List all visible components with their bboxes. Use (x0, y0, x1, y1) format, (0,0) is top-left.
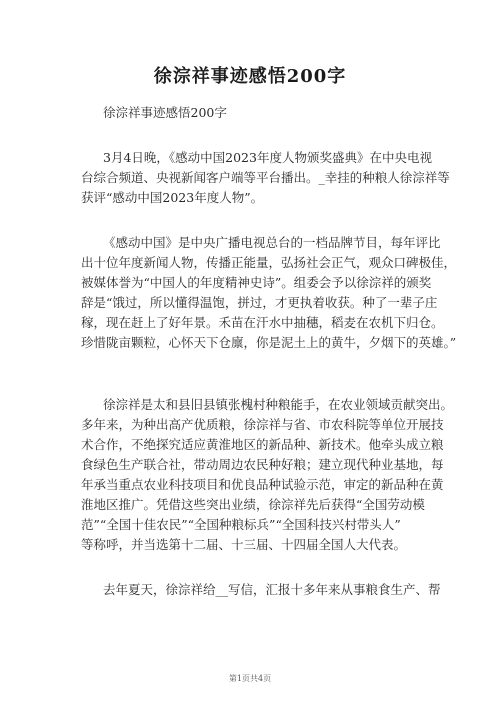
paragraph-2-line-6: 珍惜陇亩颗粒，心怀天下仓廪，你是泥土上的黄牛，夕烟下的英雄。” (81, 335, 457, 350)
page-footer: 第1页共4页 (228, 674, 272, 683)
paragraph-2-line-2: 出十位年度新闻人物，传播正能量，弘扬社会正气，观众口碑极佳， (81, 255, 457, 270)
paragraph-3-line-3: 术合作，不绝探究适应黄淮地区的新品种、新技术。他牵头成立粮 (81, 437, 444, 452)
paragraph-2-line-1: 《感动中国》是中央广播电视总台的一档品牌节目，每年评比 (103, 235, 441, 250)
paragraph-3-line-5: 年承当重点农业科技项目和优良品种试验示范，审定的新品种在黄 (81, 477, 444, 492)
paragraph-3-line-7: 范”“全国十佳农民”“全国种粮标兵”“全国科技兴村带头人” (81, 517, 401, 532)
paragraph-2-line-5: 稼，现在赶上了好年景。禾苗在汗水中抽穗，稻麦在农机下归仓。 (81, 315, 444, 330)
paragraph-3-line-6: 淮地区推广。凭借这些突出业绩，徐淙祥先后获得“全国劳动模 (81, 497, 425, 512)
paragraph-3-line-8: 等称呼，并当选第十二届、十三届、十四届全国人大代表。 (81, 537, 407, 552)
paragraph-2-line-4: 辞是“饿过，所以懂得温饱，拼过，才更执着收获。种了一辈子庄 (81, 295, 438, 310)
paragraph-3-line-4: 食绿色生产联合社，带动周边农民种好粮；建立现代种业基地，每 (81, 457, 444, 472)
paragraph-1-line-2: 台综合频道、央视新闻客户端等平台播出。_幸挂的种粮人徐淙祥等 (81, 170, 450, 185)
document-title: 徐淙祥事迹感悟200字 (153, 66, 347, 87)
paragraph-2-line-3: 被媒体誉为“中国人的年度精神史诗”。组委会予以徐淙祥的颁奖 (81, 275, 432, 290)
paragraph-1-line-3: 获评“感动中国2023年度人物”。 (81, 190, 264, 205)
document-subtitle: 徐淙祥事迹感悟200字 (103, 105, 227, 120)
paragraph-1-line-1: 3月4日晚，《感动中国2023年度人物颁奖盛典》在中央电视 (103, 150, 432, 165)
paragraph-3-line-1: 徐淙祥是太和县旧县镇张槐村种粮能手，在农业领域贡献突出。 (103, 397, 454, 412)
paragraph-4-line-1: 去年夏天，徐淙祥给__写信，汇报十多年来从事粮食生产、帮 (103, 582, 441, 597)
paragraph-3-line-2: 多年来，为种出高产优质粮，徐淙祥与省、市农科院等单位开展技 (81, 417, 444, 432)
